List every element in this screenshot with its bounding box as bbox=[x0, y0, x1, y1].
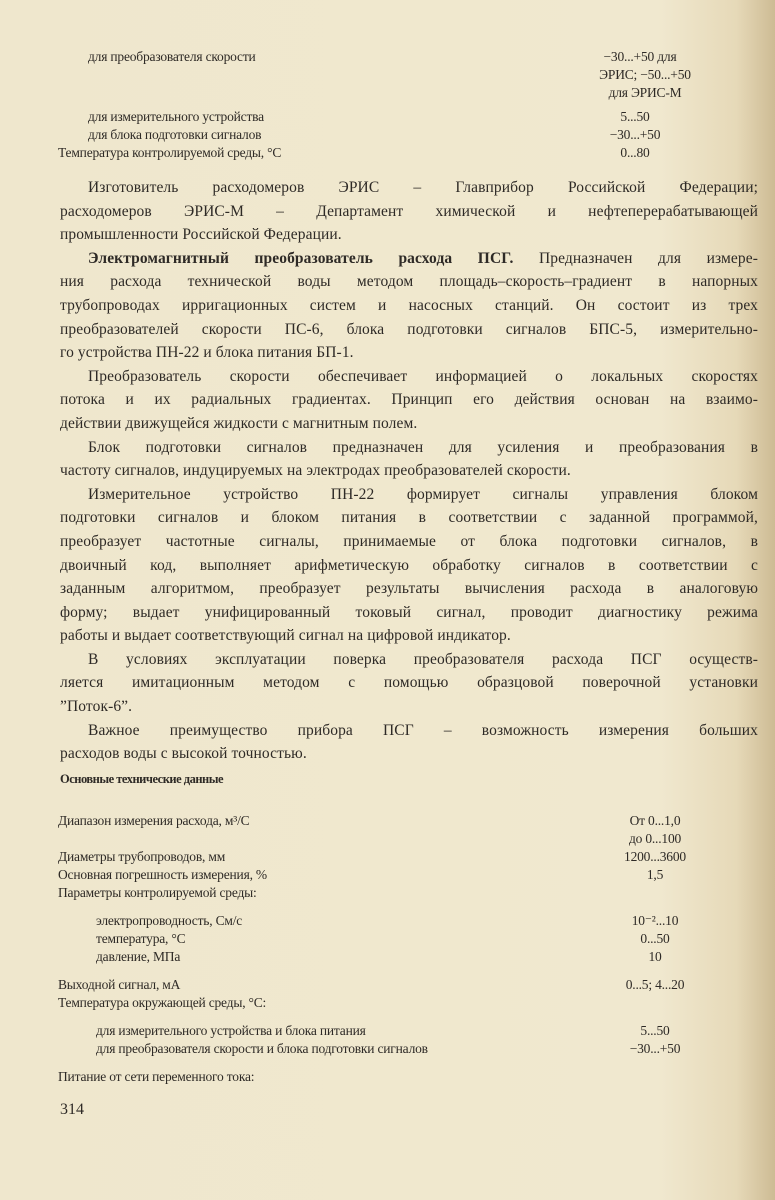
spec-label: для измерительного устройства и блока питания bbox=[96, 1023, 366, 1038]
spec-label: для измерительного устройства bbox=[88, 109, 264, 124]
text-line: трубопроводах ирригационных систем и насосных станций. Он состоит из трех bbox=[60, 296, 758, 314]
text-line: Измерительное устройство ПН-22 формирует сигналы управления блоком bbox=[88, 485, 758, 503]
text-line: частоту сигналов, индуцируемых на электродах преобразователей скорости. bbox=[60, 462, 571, 480]
spec-label: Температура контролируемой среды, °С bbox=[58, 145, 282, 160]
spec-value: От 0...1,0 bbox=[629, 813, 681, 828]
spec-label: для преобразователя скорости bbox=[88, 49, 256, 64]
text-line: Блок подготовки сигналов предназначен для усиления и преобразования в bbox=[88, 438, 758, 456]
page-number: 314 bbox=[60, 1101, 84, 1118]
spec-label: Основная погрешность измерения, % bbox=[58, 867, 267, 882]
body-text bbox=[60, 176, 758, 766]
paragraph-velocity-converter bbox=[60, 365, 758, 436]
text-line: потока и их радиальных градиентах. Принцип его действия основан на взаимо- bbox=[60, 391, 758, 409]
spec-label: температура, °С bbox=[96, 931, 186, 946]
paragraph-measuring-device bbox=[60, 483, 758, 648]
text-line: ляется имитационным методом с помощью образцовой поверочной установки bbox=[60, 674, 758, 692]
spec-value: −30...+50 bbox=[609, 127, 661, 142]
text-line bbox=[60, 247, 758, 271]
text-line: Преобразователь скорости обеспечивает информацией о локальных скоростях bbox=[88, 367, 758, 385]
text-line: Изготовитель расходомеров ЭРИС – Главприбор Российской Федерации; bbox=[88, 179, 758, 196]
text-line: преобразует частотные сигналы, принимаемые от блока подготовки сигналов, в bbox=[60, 532, 758, 550]
text-line: го устройства ПН-22 и блока питания БП-1. bbox=[60, 344, 354, 362]
paragraph-advantage bbox=[60, 719, 758, 766]
section-heading: Основные технические данные bbox=[60, 772, 224, 786]
spec-value: 1,5 bbox=[646, 867, 664, 882]
spec-value: 10⁻²...10 bbox=[631, 913, 679, 928]
spec-value: 0...5; 4...20 bbox=[625, 977, 685, 992]
spec-label: Питание от сети переменного тока: bbox=[58, 1069, 255, 1084]
spec-value: для ЭРИС-М bbox=[608, 85, 682, 100]
spec-value: −30...+50 для bbox=[603, 49, 677, 64]
text-line: заданным алгоритмом, преобразует результаты вычисления расхода в аналоговую bbox=[60, 580, 758, 598]
paragraph-manufacturer bbox=[60, 176, 758, 247]
text-line: расходов воды с высокой точностью. bbox=[60, 745, 307, 763]
spec-value: 0...50 bbox=[640, 931, 670, 946]
spec-value: 5...50 bbox=[620, 109, 650, 124]
spec-value: 10 bbox=[648, 949, 662, 964]
text-line: В условиях эксплуатации поверка преобразователя расхода ПСГ осуществ- bbox=[88, 650, 758, 668]
spec-label: Диапазон измерения расхода, м³/С bbox=[58, 813, 250, 828]
paragraph-psg-intro bbox=[60, 247, 758, 365]
spec-label: Параметры контролируемой среды: bbox=[58, 885, 257, 900]
spec-label: для блока подготовки сигналов bbox=[88, 127, 262, 142]
text-line: Важное преимущество прибора ПСГ – возможность измерения больших bbox=[88, 721, 758, 739]
spec-label: Температура окружающей среды, °С: bbox=[58, 995, 267, 1010]
spec-label: электропроводность, См/с bbox=[96, 913, 243, 928]
paragraph-signal-block bbox=[60, 436, 758, 483]
spec-value: −30...+50 bbox=[629, 1041, 681, 1056]
text-line: действии движущейся жидкости с магнитным полем. bbox=[60, 414, 418, 432]
spec-value: 1200...3600 bbox=[624, 849, 686, 864]
spec-value: до 0...100 bbox=[628, 831, 682, 846]
spec-label: Выходной сигнал, мА bbox=[58, 977, 181, 992]
text-line: работы и выдает соответствующий сигнал на цифровой индикатор. bbox=[60, 627, 511, 645]
text-line: двоичный код, выполняет арифметическую обработку сигналов в соответствии с bbox=[60, 556, 758, 574]
text-line: форму; выдает унифицированный токовый сигнал, проводит диагностику режима bbox=[60, 603, 758, 621]
text-line: расходомеров ЭРИС-М – Департамент химической и нефтеперерабатывающей bbox=[60, 202, 758, 220]
spec-value: ЭРИС; −50...+50 bbox=[599, 67, 691, 82]
text-line: подготовки сигналов и блоком питания в соответствии с заданной программой, bbox=[60, 509, 758, 527]
text-span: Предназначен для измере- bbox=[513, 249, 758, 267]
text-line: промышленности Российской Федерации. bbox=[60, 226, 342, 244]
spec-label: давление, МПа bbox=[96, 949, 181, 964]
text-line: преобразователей скорости ПС-6, блока подготовки сигналов БПС-5, измерительно- bbox=[60, 320, 758, 338]
paragraph-lead: Электромагнитный преобразователь расхода ПСГ. bbox=[88, 249, 514, 267]
spec-label: для преобразователя скорости и блока подготовки сигналов bbox=[96, 1041, 428, 1056]
spec-label: Диаметры трубопроводов, мм bbox=[58, 849, 226, 864]
text-line: ния расхода технической воды методом площадь–скорость–градиент в напорных bbox=[60, 273, 758, 291]
spec-value: 0...80 bbox=[620, 145, 650, 160]
paragraph-verification bbox=[60, 648, 758, 719]
text-line: ”Поток-6”. bbox=[60, 698, 133, 716]
spec-value: 5...50 bbox=[640, 1023, 670, 1038]
